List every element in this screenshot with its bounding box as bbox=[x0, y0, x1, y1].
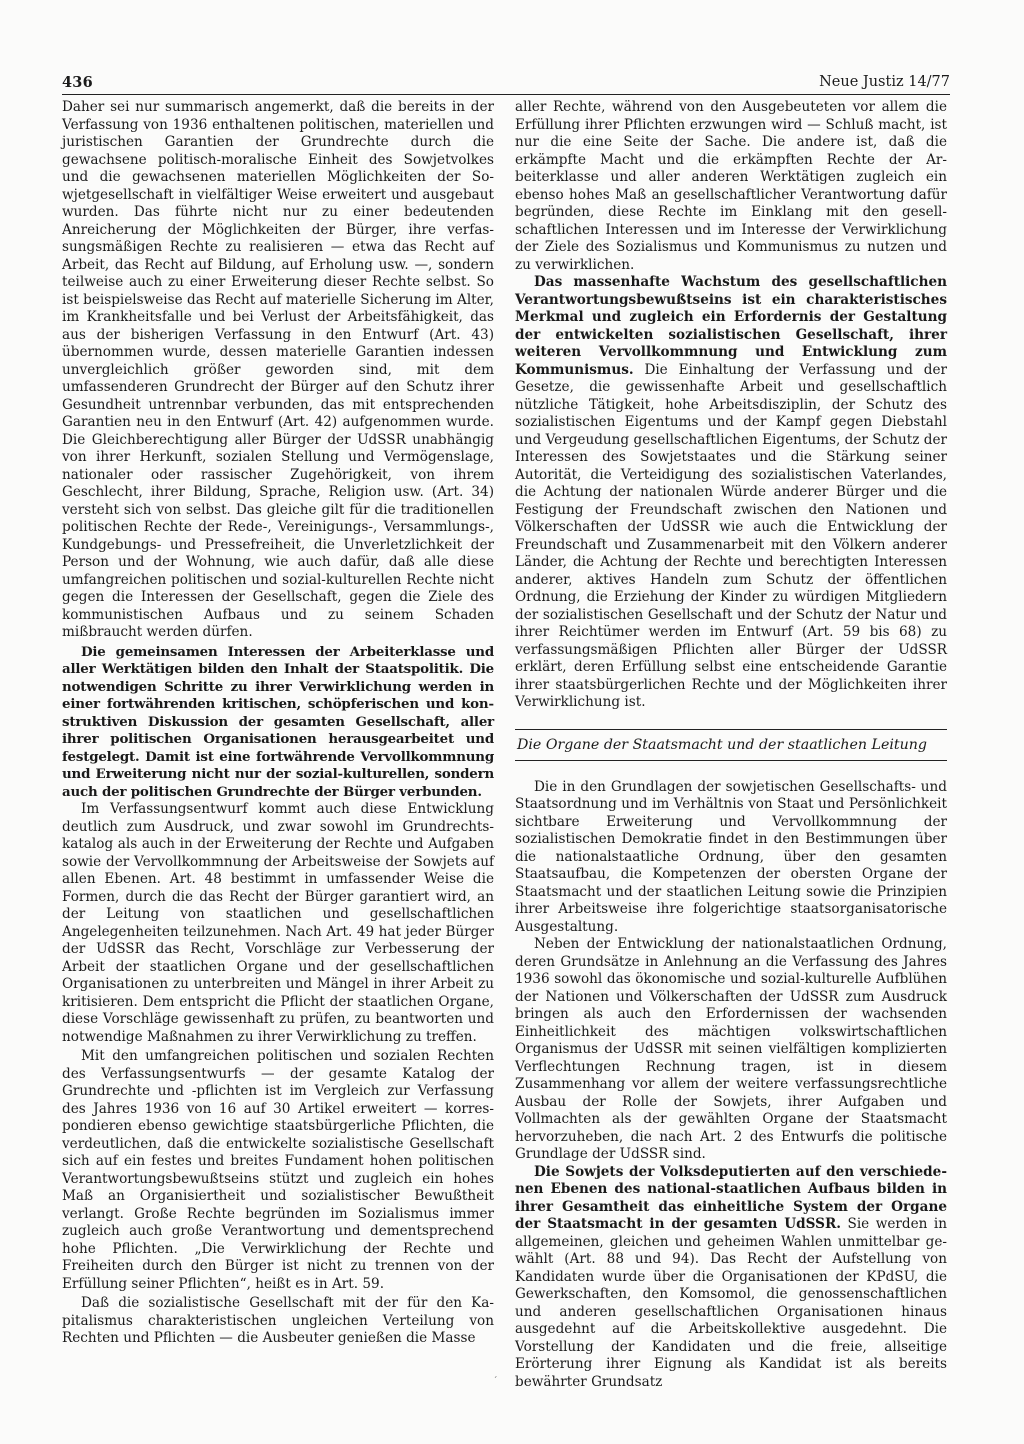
paragraph: Im Verfassungsentwurf kommt auch diese Entwicklung deutlich zum Ausdruck, und zwar sowohl im Grundrechtskatalog als auch in der Erweiterung der Rechte und Aufgaben sowie der Vervollkommnung der Arbeitsweise der Sowjets auf allen Ebenen. Art. 48 bestimmt in umfassender Weise die Formen, durch die das Recht der Bürger garantiert wird, an der Leitung von staatlichen und gesellschaftlichen Angelegenheiten teilzunehmen. Nach Art. 49 hat jeder Bürger der UdSSR das Recht, Vorschläge zur Verbesserung der Arbeit der staatlichen Organe und der gesellschaftlichen Organisationen zu unterbreiten und Mängel in ihrer Arbeit zu kritisieren. Dem entspricht die Pflicht der staatlichen Organe, diese Vorschläge gewissenhaft zu prüfen, zu beantworten und notwendige Maßnahmen zu ihrer Verwirklichung zu treffen. bbox=[62, 801, 494, 1045]
bold-paragraph: Die gemeinsamen Interessen der Arbeiterklasse und aller Werktätigen bilden den Inhalt der Staatspolitik. Die notwendigen Schritte zu ihrer Verwirklichung werden in einer fortwährenden kritischen, schöpferischen und konstruktiven Diskussion der gesamten Gesellschaft, aller ihrer politischen Organisationen herausgearbeitet und festgelegt. Damit ist eine fortwährende Vervollkommnung und Erweiterung nicht nur der sozial-kulturellen, sondern auch der politischen Grundrechte der Bürger verbunden. bbox=[62, 643, 494, 800]
paragraph: Die in den Grundlagen der sowjetischen Gesellschafts- und Staatsordnung und im Verhältnis von Staat und Persönlichkeit sichtbare Erweiterung und Vervollkommnung der sozialistischen Demokratie findet in den Bestimmungen über die nationalstaatliche Ordnung, über den gesamten Staatsaufbau, die Kompetenzen der obersten Organe der Staatsmacht und der staatlichen Leitung sowie die Prinzipien ihrer Arbeitsweise ihre folgerichtige staatsorganisatorische Ausgestaltung. bbox=[515, 778, 947, 935]
paragraph: Daß die sozialistische Gesellschaft mit der für den Kapitalismus charakteristischen ungleichen Verteilung von Rechten und Pflichten — die Ausbeuter genießen die Masse bbox=[62, 1295, 494, 1346]
print-mark: ´ bbox=[493, 1377, 498, 1387]
section-heading: Die Organe der Staatsmacht und der staatlichen Leitung bbox=[515, 729, 947, 761]
page-number: 436 bbox=[62, 74, 93, 91]
paragraph-text: Sie werden in allgemeinen, gleichen und geheimen Wahlen unmittelbar gewählt (Art. 88 und 94). Das Recht der Aufstellung von Kandidaten wurde über die Organisationen der KPdSU, die Gewerkschaften, den Komsomol, die genossenschaftlichen und anderen gesellschaftlichen Organisationen hinaus ausgedehnt auf die Arbeitskollektive ausgedehnt. Die Vorstellung der Kandidaten und die freie, allseitige Erörterung ihrer Eignung als Kandidat ist als bereits bewährter Grundsatz bbox=[515, 1216, 948, 1390]
right-column bbox=[515, 99, 947, 1391]
paragraph-text: Die Einhaltung der Verfassung und der Gesetze, die gewissenhafte Arbeit und gesellschaftlich nützliche Tätigkeit, hohe Arbeitsdisziplin, der Schutz des sozialistischen Eigentums und der Kampf gegen Diebstahl und Vergeudung gesellschaftlichen Eigentums, der Schutz der Interessen des Sowjetstaates und die Stärkung seiner Autorität, die Verteidigung des sozialistischen Vaterlandes, die Achtung der nationalen Würde anderer Bürger und die Festigung der Freundschaft zwischen den Nationen und Völkerschaften der UdSSR wie auch die Entwicklung der Freundschaft und Zusammenarbeit mit den Völkern anderer Länder, die Achtung der Rechte und berechtigten Interessen anderer, aktives Handeln zum Schutz der öffentlichen Ordnung, die Erziehung der Kinder zu würdigen Mitgliedern der sozialistischen Gesellschaft und der Schutz der Natur und ihrer Reichtümer werden im Entwurf (Art. 59 bis 68) zu verfassungsmäßigen Pflichten aller Bürger der UdSSR erklärt, deren Erfüllung selbst eine entscheidende Garantie ihrer staatsbürgerlichen Rechte und der Möglichkeiten ihrer Verwirklichung ist. bbox=[515, 361, 947, 710]
bold-lead: Das massenhafte Wachstum des gesellschaftlichen Verantwortungsbewußtseins ist ein charakteristisches Merkmal und zugleich ein Erfordernis der Gestaltung der entwickelten sozialistischen Gesellschaft, ihrer weiteren Vervollkommnung und Entwicklung zum Kommunismus. bbox=[515, 274, 947, 378]
paragraph: Daher sei nur summarisch angemerkt, daß die bereits in der Verfassung von 1936 enthaltenen politischen, materiellen und juristischen Garantien der Grundrechte durch die gewachsene politisch-moralische Einheit des Sowjetvolkes und die gewachsenen materiellen Möglichkeiten der Sowjetgesellschaft in vielfältiger Weise erweitert und ausgebaut wurden. Das führte nicht nur zu einer bedeutenden Anreicherung der Möglichkeiten der Bürger, ihre verfassungsmäßigen Rechte zu realisieren — etwa das Recht auf Arbeit, das Recht auf Bildung, auf Erholung usw. —, sondern teilweise auch zu einer Erweiterung dieser Rechte selbst. So ist beispielsweise das Recht auf materielle Sicherung im Alter, im Krankheitsfalle und bei Verlust der Arbeitsfähigkeit, das aus der bisherigen Verfassung in den Entwurf (Art. 43) übernommen wurde, dessen materielle Garantien indessen unvergleichlich größer geworden sind, mit dem umfassenderen Grundrecht der Bürger auf den Schutz ihrer Gesundheit untrennbar verbunden, das mit entsprechenden Garantien neu in den Entwurf (Art. 42) aufgenommen wurde. Die Gleichberechtigung aller Bürger der UdSSR unabhängig von ihrer Herkunft, sozialen Stellung und Vermögenslage, nationaler oder rassischer Zugehörigkeit, von ihrem Geschlecht, ihrer Bildung, Sprache, Religion usw. (Art. 34) versteht sich von selbst. Das gleiche gilt für die traditionellen politischen Rechte der Rede-, Vereinigungs-, Versammlungs-, Kundgebungs- und Pressefreiheit, die Unverletzlichkeit der Person und der Wohnung, wie auch dafür, daß alle diese umfangreichen politischen und sozial-kulturellen Rechte nicht gegen die Interessen der Gesellschaft, gegen die Ziele des kommunistischen Aufbaus und zu seinem Schaden mißbraucht werden dürfen. bbox=[62, 99, 494, 640]
paragraph: aller Rechte, während von den Ausgebeuteten vor allem die Erfüllung ihrer Pflichten erzwungen wird — Schluß macht, ist nur die eine Seite der Sache. Die andere ist, daß die erkämpfte Macht und die erkämpften Rechte der Arbeiterklasse und aller anderen Werktätigen zugleich ein ebenso hohes Maß an gesellschaftlicher Verantwortung dafür begründen, diese Rechte im Einklang mit den gesellschaftlichen Interessen und im Interesse der Verwirklichung der Ziele des Sozialismus und Kommunismus zu nutzen und zu verwirklichen. bbox=[515, 99, 947, 273]
paragraph bbox=[515, 1164, 947, 1392]
journal-title: Neue Justiz 14/77 bbox=[819, 74, 950, 90]
paragraph bbox=[515, 274, 947, 712]
paragraph: Mit den umfangreichen politischen und sozialen Rechten des Verfassungsentwurfs — der gesamte Katalog der Grundrechte und -pflichten ist im Vergleich zur Verfassung des Jahres 1936 von 16 auf 30 Artikel erweitert — korrespondieren ebenso gewichtige staatsbürgerliche Pflichten, die verdeutlichen, daß die entwickelte sozialistische Gesellschaft sich auf ein festes und breites Fundament hohen politischen Verantwortungsbewußtseins stützt und zugleich ein hohes Maß an Organisiertheit und sozialistischer Bewußtheit verlangt. Große Rechte begründen im Sozialismus immer zugleich auch große Verantwortung und dementsprechend hohe Pflichten. „Die Verwirklichung der Rechte und Freiheiten durch den Bürger ist nicht zu trennen von der Erfüllung seiner Pflichten“, heißt es in Art. 59. bbox=[62, 1048, 494, 1292]
bold-lead: Die Sowjets der Volksdeputierten auf den verschiedenen Ebenen des national-staatlichen Aufbaus bilden in ihrer Gesamtheit das einheitliche System der Organe der Staatsmacht in der gesamten UdSSR. bbox=[515, 1163, 947, 1232]
paragraph: Neben der Entwicklung der nationalstaatlichen Ordnung, deren Grundsätze in Anlehnung an die Verfassung des Jahres 1936 sowohl das ökonomische und sozial-kulturelle Aufblühen der Nationen und Völkerschaften der UdSSR zum Ausdruck bringen als auch den Erfordernissen der wachsenden Einheitlichkeit des mächtigen volkswirtschaftlichen Organismus der UdSSR mit seinen vielfältigen komplizierten Verflechtungen Rechnung tragen, ist in diesem Zusammenhang vor allem der weitere verfassungsrechtliche Ausbau der Rolle der Sowjets, ihrer Aufgaben und Vollmachten als der gewählten Organe der Staatsmacht hervorzuheben, die nach Art. 2 des Entwurfs die politische Grundlage der UdSSR sind. bbox=[515, 936, 947, 1162]
left-column bbox=[62, 99, 494, 1348]
page-header bbox=[62, 72, 950, 95]
